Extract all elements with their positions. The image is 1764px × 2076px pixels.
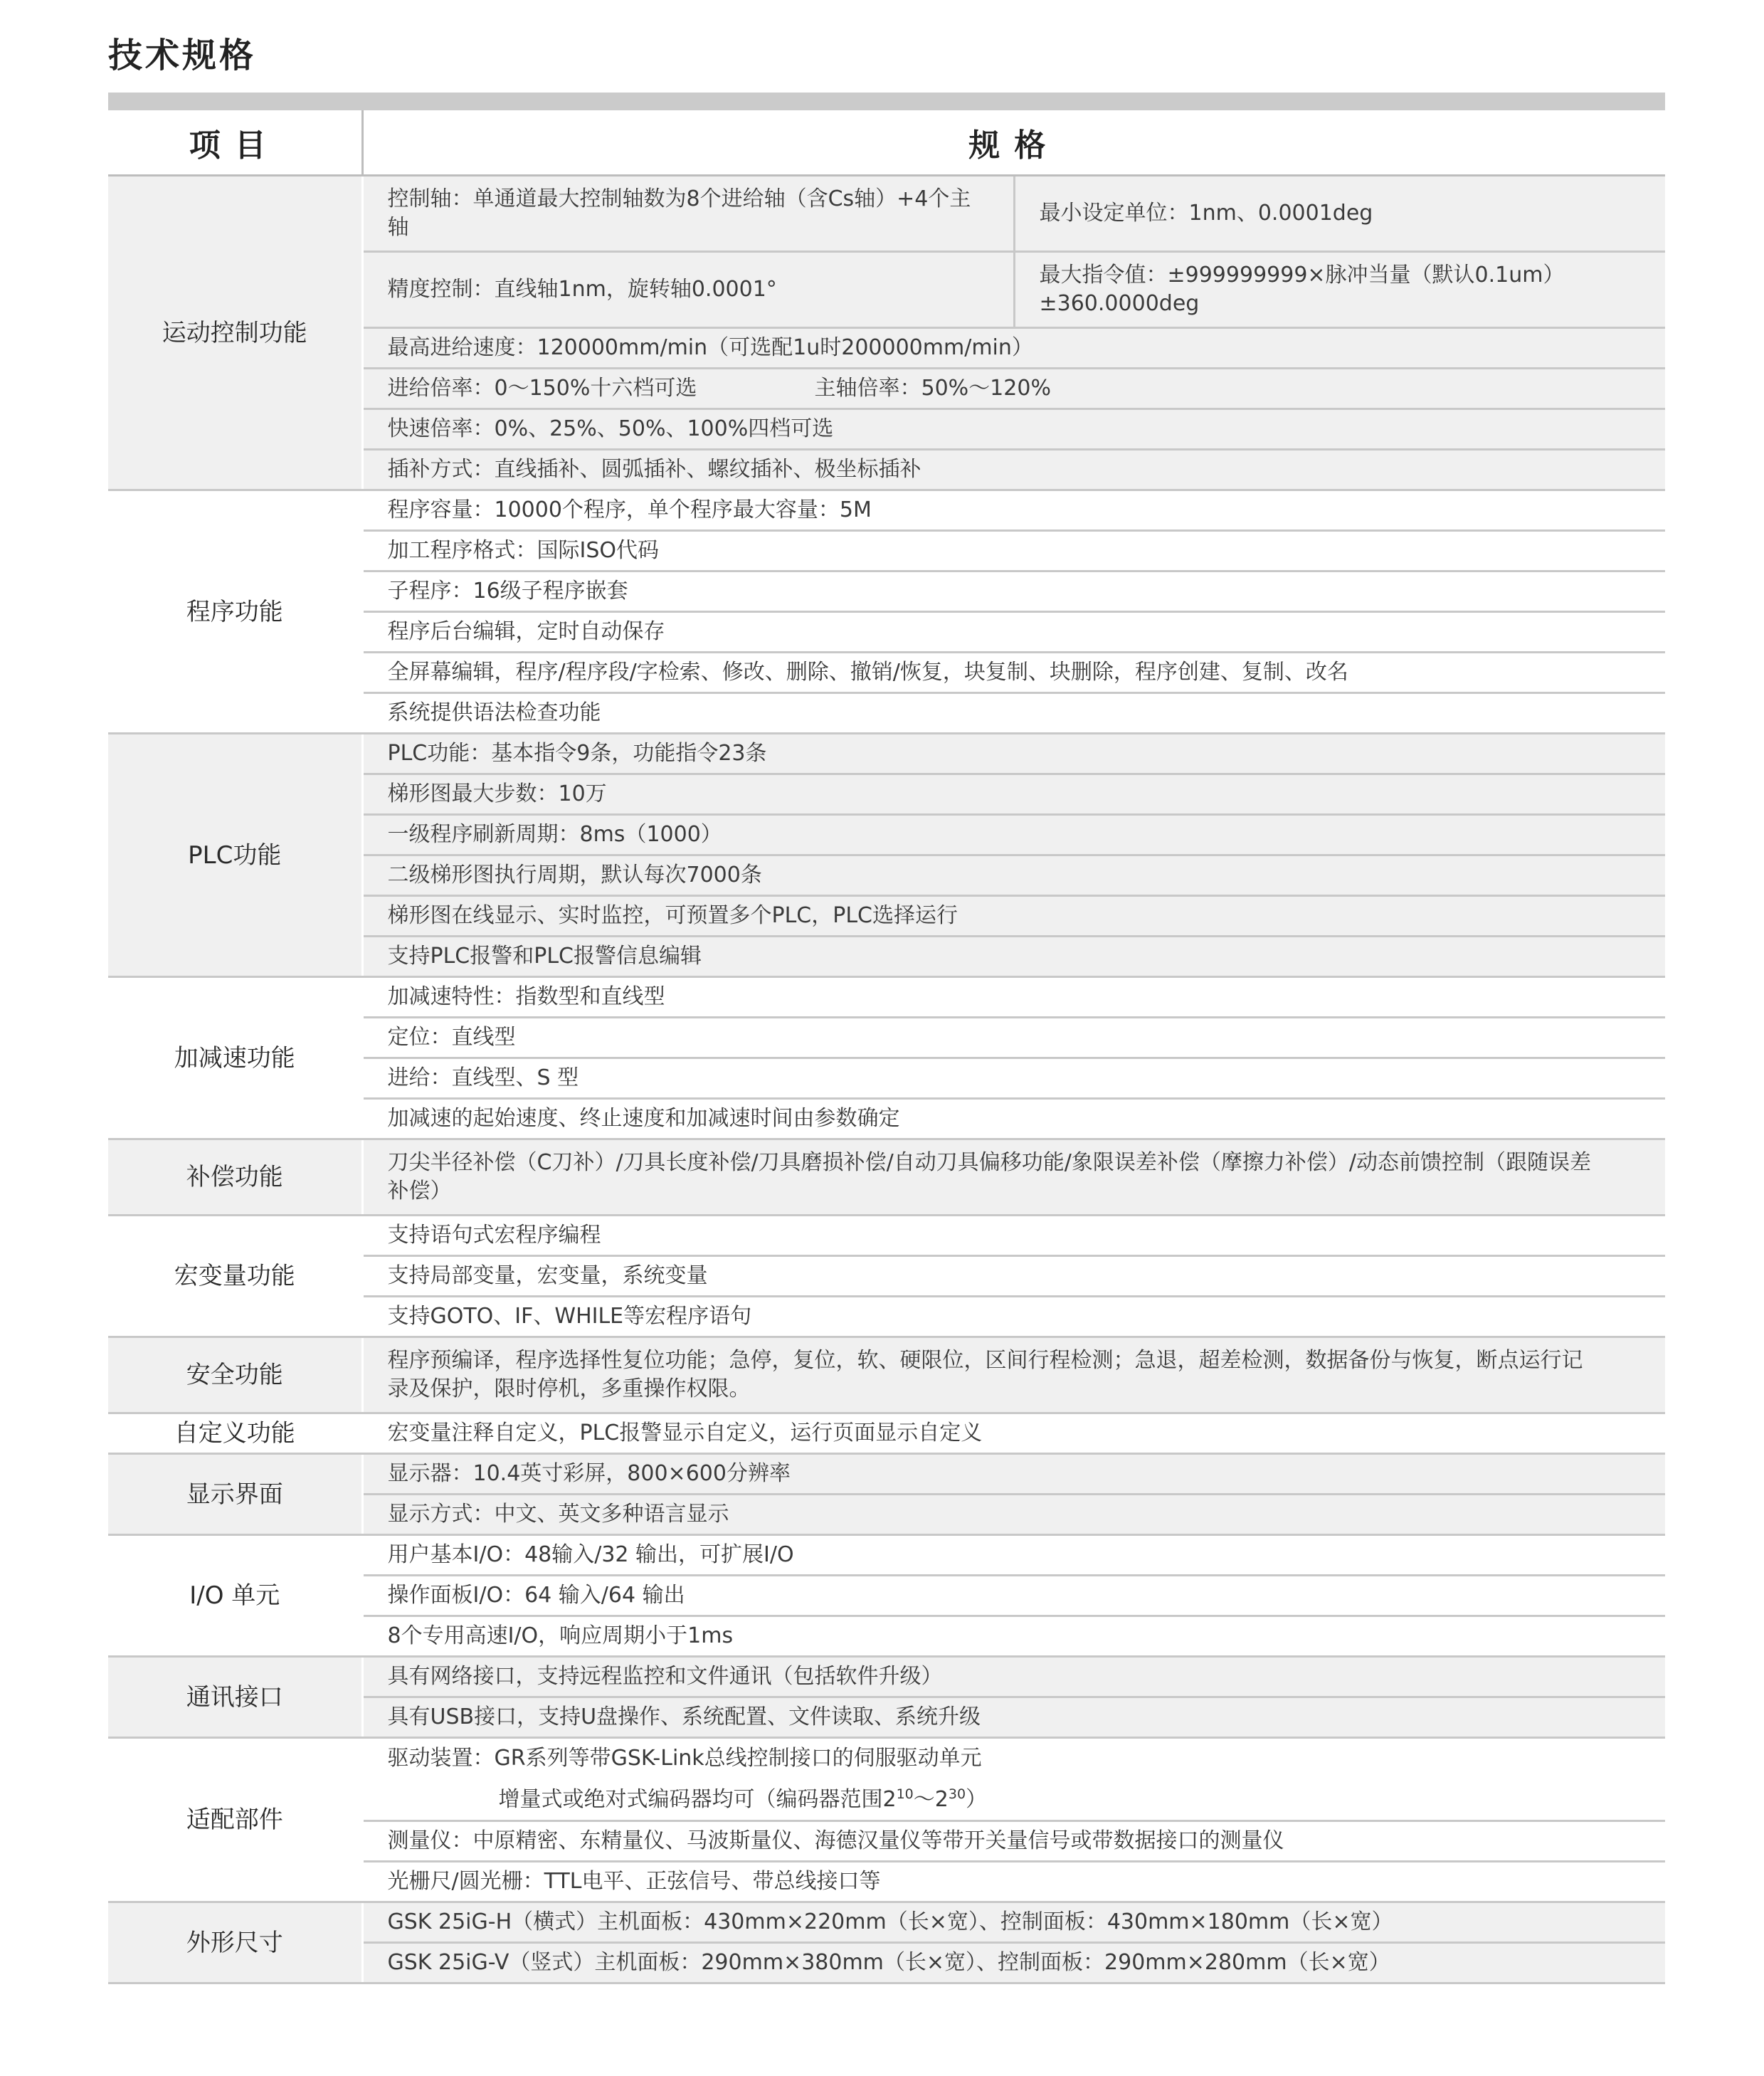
spec-cell: GSK 25iG-V（竖式）主机面板：290mm×380mm（长×宽）、控制面板：290mm×280mm（长×宽）	[362, 1943, 1665, 1983]
spec-cell	[362, 369, 1665, 409]
category-parts: 适配部件	[108, 1738, 362, 1902]
spec-cell: 支持GOTO、IF、WHILE等宏程序语句	[362, 1297, 1665, 1337]
header-spec: 规格	[362, 110, 1665, 176]
encoder-exponent: 30	[948, 1786, 966, 1802]
category-safety: 安全功能	[108, 1337, 362, 1413]
table-row	[108, 1413, 1665, 1454]
spec-cell: 一级程序刷新周期：8ms（1000）	[362, 815, 1665, 855]
table-row	[108, 1902, 1665, 1943]
header-item: 项目	[108, 110, 362, 176]
category-display: 显示界面	[108, 1454, 362, 1535]
encoder-text: 增量式或绝对式编码器均可（编码器范围2	[498, 1787, 897, 1812]
category-motion: 运动控制功能	[108, 176, 362, 490]
table-row	[108, 1657, 1665, 1697]
category-io: I/O 单元	[108, 1535, 362, 1657]
encoder-exponent: 10	[896, 1786, 914, 1802]
spec-cell: 定位：直线型	[362, 1018, 1665, 1058]
spec-cell: 全屏幕编辑，程序/程序段/字检索、修改、删除、撤销/恢复，块复制、块删除，程序创建、复制、改名	[362, 653, 1665, 693]
category-comm: 通讯接口	[108, 1657, 362, 1738]
encoder-text: ～2	[913, 1787, 949, 1812]
feed-rate: 进给倍率：0～150%十六档可选	[387, 376, 697, 401]
encoder-line	[388, 1786, 1637, 1814]
spindle-rate: 主轴倍率：50%～120%	[814, 376, 1051, 401]
spec-cell: 系统提供语法检查功能	[362, 693, 1665, 734]
spec-line: 最大指令值：±999999999×脉冲当量（默认0.1um）	[1039, 263, 1565, 288]
spec-cell: 支持PLC报警和PLC报警信息编辑	[362, 937, 1665, 977]
spec-cell	[362, 1738, 1665, 1821]
spec-cell: GSK 25iG-H（横式）主机面板：430mm×220mm（长×宽）、控制面板：430mm×180mm（长×宽）	[362, 1902, 1665, 1943]
spec-cell: 宏变量注释自定义，PLC报警显示自定义，运行页面显示自定义	[362, 1413, 1665, 1454]
spec-cell: PLC功能：基本指令9条，功能指令23条	[362, 734, 1665, 774]
title-bar	[108, 93, 1665, 110]
spec-cell: 精度控制：直线轴1nm，旋转轴0.0001°	[362, 252, 1014, 328]
spec-cell: 具有网络接口，支持远程监控和文件通讯（包括软件升级）	[362, 1657, 1665, 1697]
spec-cell: 加减速特性：指数型和直线型	[362, 977, 1665, 1018]
spec-cell: 插补方式：直线插补、圆弧插补、螺纹插补、极坐标插补	[362, 450, 1665, 490]
table-row	[108, 1139, 1665, 1216]
spec-cell: 梯形图最大步数：10万	[362, 774, 1665, 815]
spec-line: 补偿）	[387, 1179, 452, 1203]
spec-line: 刀尖半径补偿（C刀补）/刀具长度补偿/刀具磨损补偿/自动刀具偏移功能/象限误差补偿（摩擦力补偿）/动态前馈控制（跟随误差	[387, 1150, 1591, 1175]
spec-cell: 程序后台编辑，定时自动保存	[362, 612, 1665, 653]
spec-cell: 快速倍率：0%、25%、50%、100%四档可选	[362, 409, 1665, 450]
table-row	[108, 977, 1665, 1018]
table-row	[108, 1535, 1665, 1576]
spec-table	[108, 110, 1665, 1984]
table-row	[108, 1454, 1665, 1495]
table-row	[108, 734, 1665, 774]
spec-cell: 支持语句式宏程序编程	[362, 1216, 1665, 1256]
spec-cell: 显示器：10.4英寸彩屏，800×600分辨率	[362, 1454, 1665, 1495]
table-row	[108, 176, 1665, 252]
encoder-text: ）	[966, 1787, 988, 1812]
category-program: 程序功能	[108, 490, 362, 734]
category-plc: PLC功能	[108, 734, 362, 977]
spec-cell: 具有USB接口，支持U盘操作、系统配置、文件读取、系统升级	[362, 1697, 1665, 1738]
spec-line: ±360.0000deg	[1039, 291, 1200, 316]
spec-line: 录及保护，限时停机，多重操作权限。	[387, 1376, 751, 1401]
spec-cell: 用户基本I/O：48输入/32 输出，可扩展I/O	[362, 1535, 1665, 1576]
spec-cell: 加工程序格式：国际ISO代码	[362, 531, 1665, 571]
spec-line: 驱动装置：GR系列等带GSK-Link总线控制接口的伺服驱动单元	[387, 1746, 982, 1771]
table-row	[108, 490, 1665, 531]
spec-cell: 最高进给速度：120000mm/min（可选配1u时200000mm/min）	[362, 328, 1665, 369]
spec-cell: 支持局部变量，宏变量，系统变量	[362, 1256, 1665, 1297]
spec-cell: 光栅尺/圆光栅：TTL电平、正弦信号、带总线接口等	[362, 1862, 1665, 1902]
spec-cell: 显示方式：中文、英文多种语言显示	[362, 1495, 1665, 1535]
spec-cell: 控制轴：单通道最大控制轴数为8个进给轴（含Cs轴）+4个主轴	[362, 176, 1014, 252]
spec-cell: 加减速的起始速度、终止速度和加减速时间由参数确定	[362, 1099, 1665, 1139]
table-row	[108, 1216, 1665, 1256]
spec-cell: 测量仪：中原精密、东精量仪、马波斯量仪、海德汉量仪等带开关量信号或带数据接口的测量仪	[362, 1821, 1665, 1862]
table-row	[108, 1738, 1665, 1821]
spec-cell: 进给：直线型、S 型	[362, 1058, 1665, 1099]
category-accel: 加减速功能	[108, 977, 362, 1139]
spec-cell: 最小设定单位：1nm、0.0001deg	[1014, 176, 1665, 252]
spec-cell: 子程序：16级子程序嵌套	[362, 571, 1665, 612]
spec-cell	[362, 1337, 1665, 1413]
category-custom: 自定义功能	[108, 1413, 362, 1454]
category-comp: 补偿功能	[108, 1139, 362, 1216]
spec-cell: 二级梯形图执行周期，默认每次7000条	[362, 855, 1665, 896]
page-title: 技术规格	[108, 36, 257, 75]
spec-cell	[1014, 252, 1665, 328]
spec-line: 程序预编译，程序选择性复位功能；急停，复位，软、硬限位，区间行程检测；急退，超差检测，数据备份与恢复，断点运行记	[387, 1348, 1583, 1373]
category-macro: 宏变量功能	[108, 1216, 362, 1337]
spec-cell: 操作面板I/O：64 输入/64 输出	[362, 1576, 1665, 1616]
spec-cell: 程序容量：10000个程序，单个程序最大容量：5M	[362, 490, 1665, 531]
category-dims: 外形尺寸	[108, 1902, 362, 1983]
spec-cell	[362, 1139, 1665, 1216]
spec-cell: 8个专用高速I/O，响应周期小于1ms	[362, 1616, 1665, 1657]
table-row	[108, 1337, 1665, 1413]
spec-cell: 梯形图在线显示、实时监控，可预置多个PLC，PLC选择运行	[362, 896, 1665, 937]
